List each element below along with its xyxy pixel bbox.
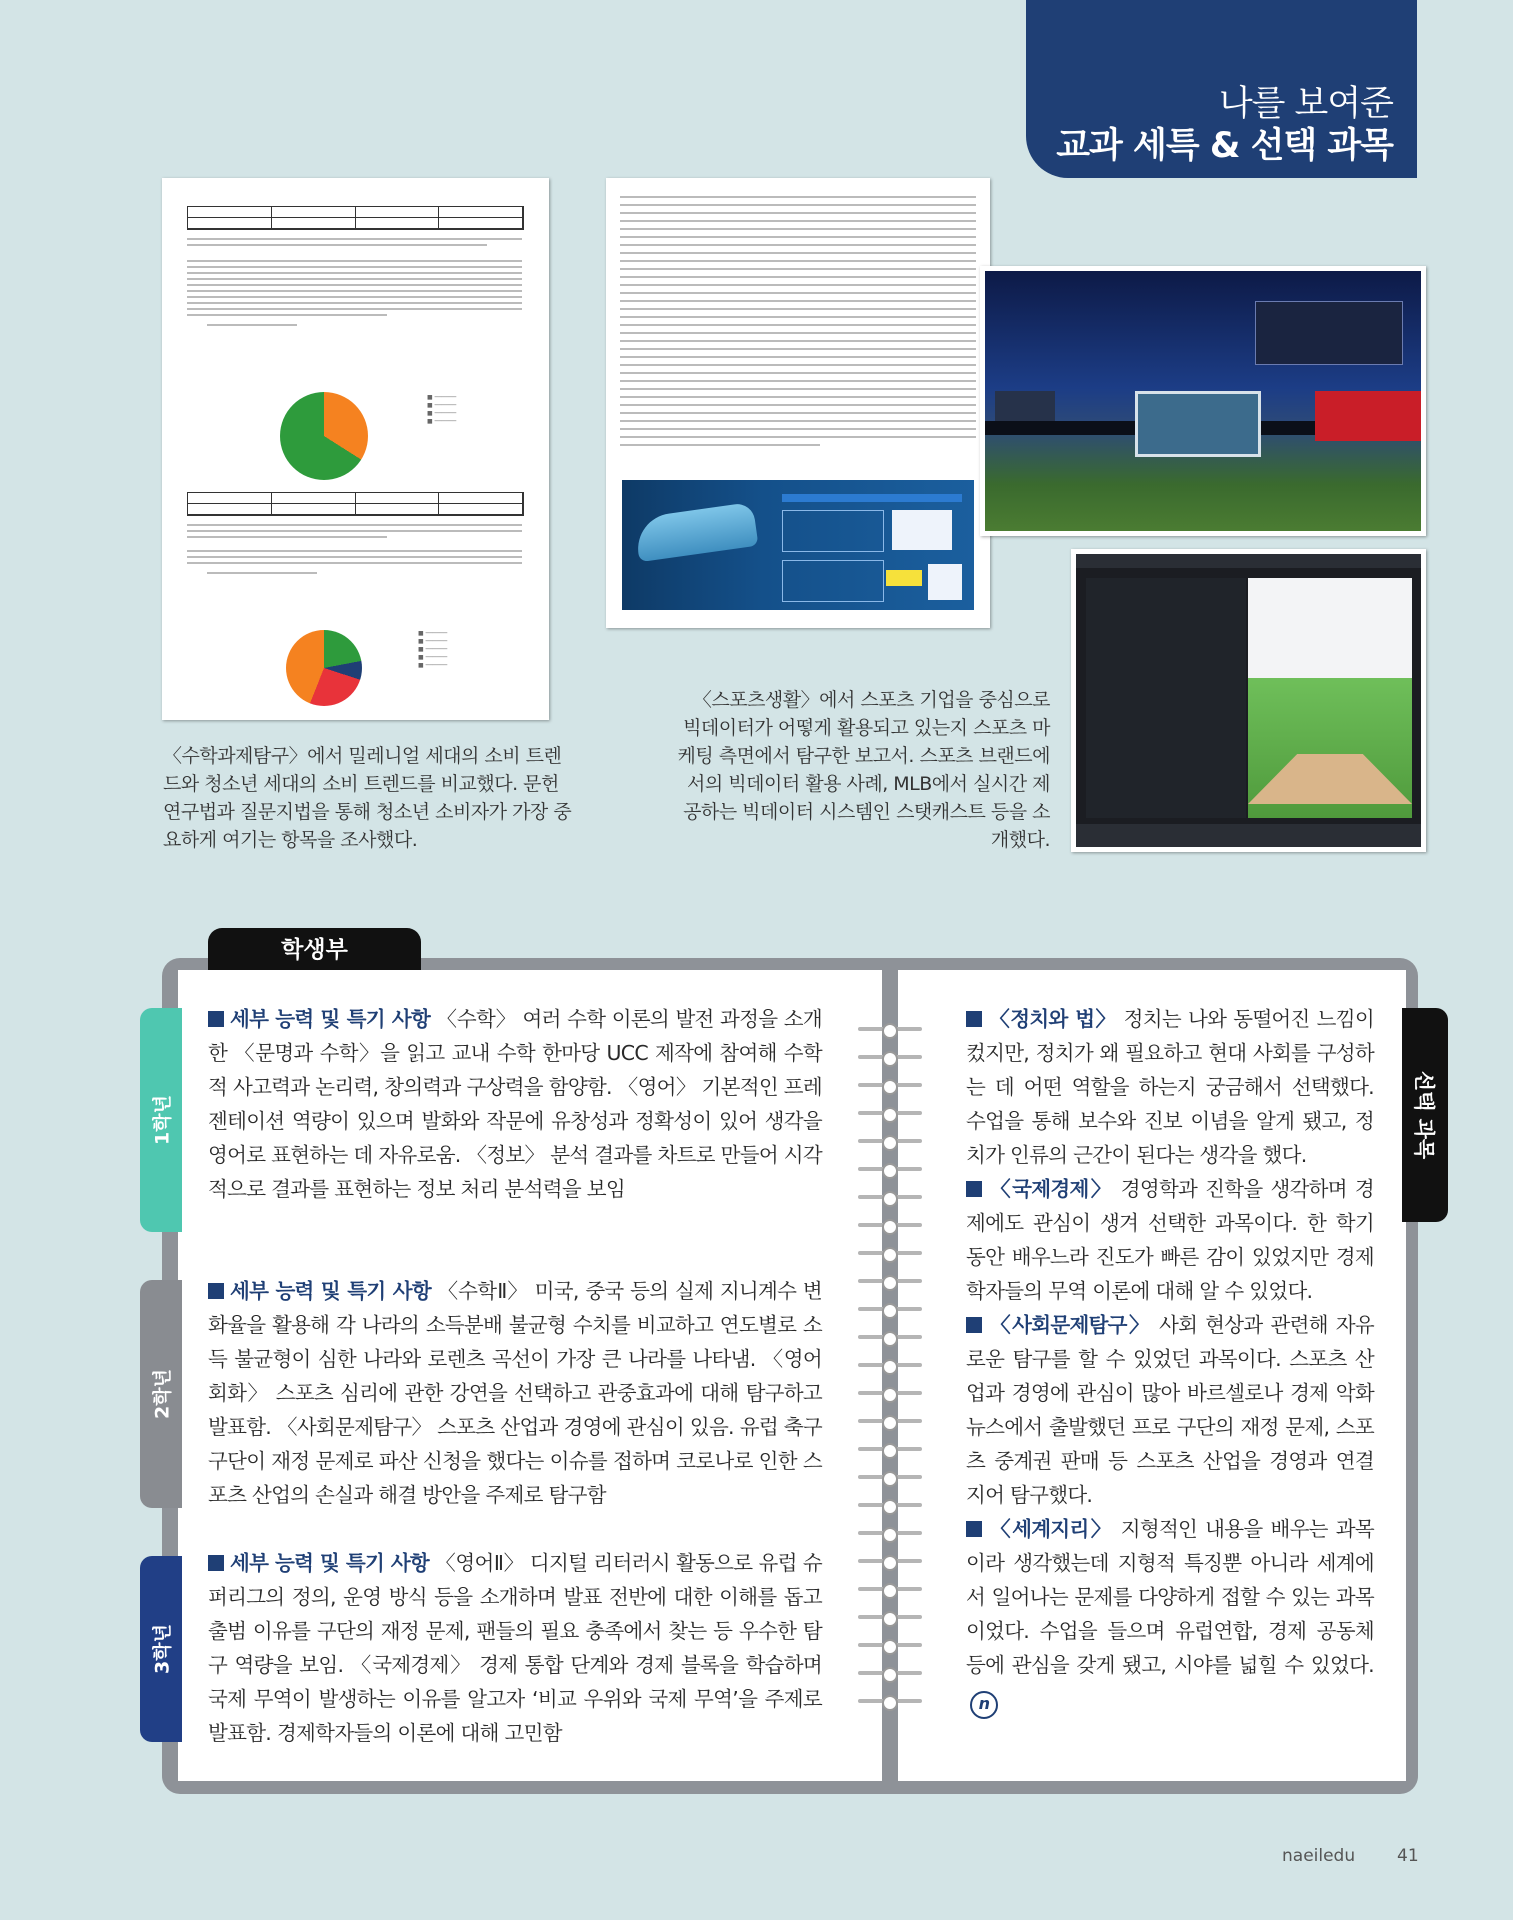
section-header bbox=[1026, 0, 1417, 178]
elective-item-social-issues: 〈사회문제탐구〉 사회 현상과 관련해 자유로운 탐구를 할 수 있었던 과목이다. 스포츠 산업과 경영에 관심이 많아 바르셀로나 경제 악화 뉴스에서 출발했던 프로 구단의 재정 문제, 스포츠 중계권 판매 등 스포츠 산업을 경영과 연결 지어 탐구했다. bbox=[966, 1313, 1375, 1507]
page-number: 41 bbox=[1397, 1846, 1419, 1866]
elective-tab: 선택 과목 bbox=[1402, 1008, 1448, 1222]
sports-report-caption: 〈스포츠생활〉에서 스포츠 기업을 중심으로 빅데이터가 어떻게 활용되고 있는지 스포츠 마케팅 측면에서 탐구한 보고서. 스포츠 브랜드에서의 빅데이터 활용 사례, MLB에서 실시간 제공하는 빅데이터 시스템인 스탯캐스트 등을 소개했다. bbox=[677, 689, 1050, 851]
grade2-paragraph bbox=[208, 1274, 822, 1512]
math-report-caption: 〈수학과제탐구〉에서 밀레니얼 세대의 소비 트렌드와 청소년 세대의 소비 트렌드를 비교했다. 문헌 연구법과 질문지법을 통해 청소년 소비자가 가장 중요하게 여기는 항목을 조사했다. bbox=[163, 745, 572, 851]
square-bullet-icon bbox=[208, 1283, 224, 1299]
square-bullet-icon bbox=[966, 1181, 982, 1197]
stadium-photo bbox=[980, 266, 1426, 536]
grade1-heading: 세부 능력 및 특기 사항 bbox=[230, 1007, 431, 1031]
header-title: 교과 세특 & 선택 과목 bbox=[1056, 126, 1393, 166]
grade3-text: 〈영어Ⅱ〉 디지털 리터러시 활동으로 유럽 슈퍼리그의 정의, 운영 방식 등을 소개하며 발표 전반에 대한 이해를 돕고 출범 이유를 구단의 재정 문제, 팬들의 필요 충족에서 찾는 등 우수한 탐구 역량을 보임. 〈국제경제〉 경제 통합 단계와 경제 블록을 학습하며 국제 무역이 발생하는 이유를 알고자 ‘비교 우위와 국제 무역’을 주제로 발표함. 경제학자들의 이론에 대해 고민함 bbox=[208, 1551, 822, 1745]
elective-item-politics: 〈정치와 법〉 정치는 나와 동떨어진 느낌이 컸지만, 정치가 왜 필요하고 현대 사회를 구성하는 데 어떤 역할을 하는지 궁금해서 선택했다. 수업을 통해 보수와 진보 이념을 알게 됐고, 정치가 인류의 근간이 된다는 생각을 했다. bbox=[966, 1007, 1374, 1167]
grade-tab-3: 3학년 bbox=[140, 1556, 182, 1742]
record-tab: 학생부 bbox=[208, 928, 421, 972]
pie-chart-1 bbox=[280, 392, 368, 480]
grade3-paragraph bbox=[208, 1546, 822, 1750]
footer-brand: naeiledu bbox=[1282, 1846, 1356, 1866]
statcast-app-photo bbox=[1071, 549, 1426, 852]
grade-tab-2: 2학년 bbox=[140, 1280, 182, 1508]
square-bullet-icon bbox=[966, 1521, 982, 1537]
square-bullet-icon bbox=[966, 1011, 982, 1027]
elective-item-intl-economics: 〈국제경제〉 경영학과 진학을 생각하며 경제에도 관심이 생겨 선택한 과목이다. 한 학기 동안 배우느라 진도가 빠른 감이 있었지만 경제학자들의 무역 이론에 대해 알 수 있었다. bbox=[966, 1177, 1374, 1303]
header-subtitle: 나를 보여준 bbox=[1218, 84, 1393, 124]
grade2-text: 〈수학Ⅱ〉 미국, 중국 등의 실제 지니계수 변화율을 활용해 각 나라의 소득분배 불균형 수치를 비교하고 연도별로 소득 불균형이 심한 나라와 로렌츠 곡선이 가장 큰 나라를 나타냄. 〈영어회화〉 스포츠 심리에 관한 강연을 선택하고 관중효과에 대해 탐구하고 발표함. 〈사회문제탐구〉 스포츠 산업과 경영에 관심이 있음. 유럽 축구 구단이 재정 문제로 파산 신청을 했다는 이슈를 접하며 코로나로 인한 스포츠 산업의 손실과 해결 방안을 주제로 탐구함 bbox=[208, 1279, 822, 1507]
naeil-end-mark-icon: n bbox=[970, 1691, 998, 1719]
shoe-infographic bbox=[622, 480, 974, 610]
square-bullet-icon bbox=[208, 1011, 224, 1027]
math-report-image: ■ ────── ■ ────── ■ ────── ■ ────── ■ ────── ■ ────── ■ ────── ■ ────── ■ ────── bbox=[162, 178, 549, 720]
elective-list bbox=[966, 1002, 1374, 1719]
grade2-heading: 세부 능력 및 특기 사항 bbox=[230, 1279, 431, 1303]
grade1-paragraph bbox=[208, 1002, 822, 1206]
grade3-heading: 세부 능력 및 특기 사항 bbox=[230, 1551, 430, 1575]
grade1-text: 〈수학〉 여러 수학 이론의 발전 과정을 소개한 〈문명과 수학〉을 읽고 교내 수학 한마당 UCC 제작에 참여해 수학적 사고력과 논리력, 창의력과 구상력을 함양함. 〈영어〉 기본적인 프레젠테이션 역량이 있으며 발화와 작문에 유창성과 정확성이 있어 생각을 영어로 표현하는 데 자유로움. 〈정보〉 분석 결과를 차트로 만들어 시각적으로 결과를 표현하는 정보 처리 분석력을 보임 bbox=[208, 1007, 822, 1201]
square-bullet-icon bbox=[208, 1555, 224, 1571]
pie-chart-2 bbox=[286, 630, 362, 706]
notebook-rings bbox=[858, 1015, 922, 1715]
sports-report-image bbox=[606, 178, 990, 628]
grade-tab-1: 1학년 bbox=[140, 1008, 182, 1232]
shoe-icon bbox=[634, 502, 759, 562]
elective-item-world-geography: 〈세계지리〉 지형적인 내용을 배우는 과목이라 생각했는데 지형적 특징뿐 아니라 세계에서 일어나는 문제를 다양하게 접할 수 있는 과목이었다. 수업을 들으며 유럽연합, 경제 공동체 등에 관심을 갖게 됐고, 시야를 넓힐 수 있었다.n bbox=[966, 1512, 1374, 1719]
square-bullet-icon bbox=[966, 1317, 982, 1333]
